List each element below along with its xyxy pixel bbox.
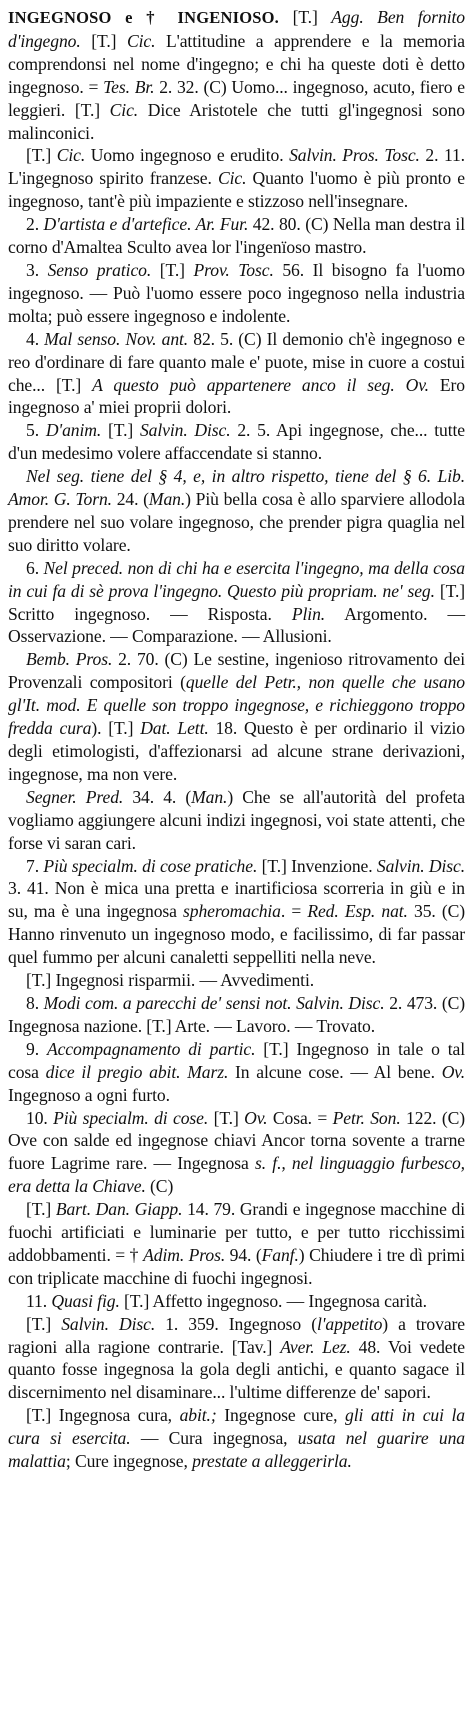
body-text: ) Chiudere i tre dì primi con triplicate macchine di fuochi ingegnosi. bbox=[8, 1244, 465, 1288]
citation-text: Quasi fig. bbox=[51, 1290, 120, 1311]
citation-text: Salvin. Disc. bbox=[61, 1313, 156, 1334]
entry-sense-paragraph bbox=[8, 648, 465, 785]
entry-sense-paragraph bbox=[8, 1290, 465, 1313]
citation-text: Salvin. Disc. bbox=[139, 420, 231, 441]
body-text: 1. 359. Ingegnoso ( bbox=[155, 1313, 317, 1334]
body-text: Argomento. — Osservazione. — Comparazione. — Allusioni. bbox=[8, 603, 465, 647]
body-text: . = bbox=[280, 901, 308, 922]
entry-sense-paragraph bbox=[8, 992, 465, 1038]
citation-text: gli atti in cui la cura si esercita. bbox=[8, 1405, 465, 1449]
citation-text: Tes. Br. bbox=[103, 76, 155, 97]
citation-text: Nel preced. non di chi ha e esercita l'ingegno, ma della cosa in cui fa di sè prova l'ingegno. Questo più propriam. ne' seg. bbox=[8, 557, 465, 601]
body-text: 94. ( bbox=[225, 1244, 262, 1265]
citation-text: Modi com. a parecchi de' sensi not. Salvin. Disc. bbox=[43, 992, 385, 1013]
body-text: 3. 41. Non è mica una pretta e inartificiosa scorreria in giù e in su, ma è una ingegnosa bbox=[8, 878, 465, 922]
body-text: 82. 5. (C) Il demonio ch'è ingegnoso e reo d'ordinare di fare quanto male e' puote, mise in cuore a costui che... [T.] bbox=[8, 328, 466, 395]
body-text: 35. (C) Hanno rinvenuto un ingegnoso modo, e facilissimo, di far passar quel fummo per alcuni canaletti seppelliti nella neve. bbox=[8, 901, 466, 968]
entry-definition-paragraph bbox=[8, 6, 465, 144]
body-text: ) Più bella cosa è allo sparviere allodola prendere nel suo volare ingegnoso, che prender pigra quaglia nel suo diritto volare. bbox=[8, 489, 465, 555]
citation-text: Accompagnamento di partic. bbox=[46, 1038, 256, 1059]
body-text: [T.] Invenzione. bbox=[257, 855, 377, 876]
body-text: Ero ingegnoso a' miei proprii dolori. bbox=[8, 374, 465, 418]
body-text: [T.] bbox=[26, 1313, 62, 1334]
citation-text: Cic. bbox=[126, 30, 156, 51]
citation-text: Bart. Dan. Giapp. bbox=[55, 1199, 183, 1220]
citation-text: Man. bbox=[191, 786, 228, 807]
citation-text: Ov. bbox=[441, 1061, 465, 1082]
citation-text: Plin. bbox=[291, 603, 326, 624]
entry-sense-paragraph bbox=[8, 259, 465, 328]
citation-text: l'appetito bbox=[316, 1313, 383, 1334]
citation-text: usata nel guarire una malattia bbox=[8, 1428, 465, 1472]
body-text: ). [T.] bbox=[91, 718, 141, 739]
entry-sense-paragraph bbox=[8, 419, 465, 465]
body-text: Dice Aristotele che tutti gl'ingegnosi sono malinconici. bbox=[8, 99, 465, 143]
body-text: 2. 11. L'ingegnoso spirito franzese. bbox=[8, 145, 465, 189]
body-text: [T.] Ingegnoso in tale o tal cosa bbox=[8, 1038, 466, 1082]
body-text: 24. ( bbox=[111, 489, 149, 510]
citation-text: Cic. bbox=[109, 99, 139, 120]
citation-text: Bemb. Pros. bbox=[26, 649, 113, 670]
body-text: [T.] bbox=[279, 7, 332, 27]
citation-text: Mal senso. Nov. ant. bbox=[44, 328, 189, 349]
citation-text: Agg. Ben fornito d'ingegno. bbox=[8, 7, 465, 51]
citation-text: Red. Esp. nat. bbox=[307, 901, 408, 922]
dictionary-entry-ingegnoso bbox=[8, 6, 465, 1473]
body-text: [T.] bbox=[151, 259, 194, 280]
body-text: 8. bbox=[26, 992, 44, 1013]
citation-text: D'anim. bbox=[45, 420, 102, 441]
body-text: [T.] bbox=[26, 1199, 56, 1220]
entry-sense-paragraph bbox=[8, 1313, 465, 1405]
body-text: [T.] Ingegnosi risparmii. — Avvedimenti. bbox=[26, 970, 315, 991]
citation-text: Ov. bbox=[244, 1107, 268, 1128]
body-text: Ingegnoso a ogni furto. bbox=[8, 1084, 170, 1105]
headword: INGEGNOSO e † INGENIOSO. bbox=[8, 8, 280, 27]
citation-text: Dat. Lett. bbox=[140, 718, 209, 739]
entry-sense-paragraph bbox=[8, 557, 465, 649]
citation-text: prestate a alleggerirla. bbox=[192, 1451, 352, 1472]
body-text: 14. 79. Grandi e ingegnose macchine di fuochi artificiati e luminarie per tutto, e per tutto ricchissimi addobbamenti. = † bbox=[8, 1199, 465, 1265]
citation-text: Salvin. Pros. Tosc. bbox=[289, 145, 420, 166]
entry-sense-paragraph bbox=[8, 969, 465, 992]
body-text: 10. bbox=[26, 1107, 54, 1128]
entry-sense-paragraph bbox=[8, 1038, 465, 1107]
body-text: 7. bbox=[26, 855, 44, 876]
body-text: 122. (C) Ove con salde ed ingegnose chiavi Ancor torna sovente a trarne fuore Lagrime rare. — Ingegnosa bbox=[8, 1107, 465, 1174]
entry-sense-paragraph bbox=[8, 1198, 465, 1290]
body-text: 2. 5. Api ingegnose, che... tutte d'un medesimo volere affaccendate si stanno. bbox=[8, 420, 465, 464]
citation-text: Man. bbox=[148, 489, 186, 510]
citation-text: Più specialm. di cose pratiche. bbox=[43, 855, 258, 876]
body-text: 2. 32. (C) Uomo... ingegnoso, acuto, fiero e leggieri. [T.] bbox=[8, 76, 465, 120]
citation-text: Petr. Son. bbox=[332, 1107, 401, 1128]
body-text: [T.] Ingegnosa cura, bbox=[26, 1405, 180, 1426]
citation-text: Cic. bbox=[56, 145, 86, 166]
entry-sense-paragraph bbox=[8, 1107, 465, 1199]
citation-text: quelle del Petr., non quelle che usano gl'It. mod. E quelle son troppo ingegnose, e richieggono troppo fredda cura bbox=[8, 672, 465, 739]
body-text: — Cura ingegnosa, bbox=[130, 1428, 298, 1449]
citation-text: dice il pregio abit. Marz. bbox=[45, 1061, 229, 1082]
body-text: 2. 70. (C) Le sestine, ingenioso ritrovamento dei Provenzali compositori ( bbox=[8, 649, 465, 693]
citation-text: spheromachia bbox=[183, 901, 281, 922]
body-text: (C) bbox=[145, 1176, 174, 1197]
body-text: 11. bbox=[26, 1290, 52, 1311]
citation-text: D'artista e d'artefice. Ar. Fur. bbox=[43, 214, 249, 235]
body-text: Cosa. = bbox=[267, 1107, 333, 1128]
body-text: 2. bbox=[26, 214, 44, 235]
citation-text: Senso pratico. bbox=[47, 259, 152, 280]
body-text: 4. bbox=[26, 328, 45, 349]
body-text: 2. 473. (C) Ingegnosa nazione. [T.] Arte. — Lavoro. — Trovato. bbox=[8, 992, 465, 1036]
entry-sense-paragraph bbox=[8, 855, 465, 970]
citation-text: Cic. bbox=[217, 168, 247, 189]
body-text: 18. Questo è per ordinario il vizio degli etimologisti, d'affezionarsi ad alcune strane derivazioni, ingegnose, ma non vere. bbox=[8, 718, 465, 784]
citation-text: abit.; bbox=[179, 1405, 225, 1426]
entry-sense-paragraph bbox=[8, 213, 465, 259]
body-text: [T.] bbox=[26, 145, 57, 166]
body-text: 6. bbox=[26, 557, 44, 578]
citation-text: Segner. Pred. bbox=[26, 786, 124, 807]
entry-sense-paragraph bbox=[8, 1404, 465, 1473]
body-text: 3. bbox=[26, 259, 48, 280]
body-text: Uomo ingegnoso e erudito. bbox=[85, 145, 290, 166]
citation-text: Salvin. Disc. bbox=[376, 855, 466, 876]
body-text: 5. bbox=[26, 420, 46, 441]
body-text: L'attitudine a apprendere e la memoria comprendonsi nel nome d'ingegno; e chi ha queste doti è detto ingegnoso. = bbox=[8, 30, 465, 97]
citation-text: A questo può appartenere anco il seg. Ov. bbox=[92, 374, 429, 395]
body-text: ; Cure ingegnose, bbox=[65, 1451, 193, 1472]
body-text: [T.] bbox=[80, 30, 127, 51]
citation-text: Più specialm. di cose. bbox=[53, 1107, 209, 1128]
body-text: 56. Il bisogno fa l'uomo ingegnoso. — Può l'uomo essere poco ingegnoso nella industria molta; può essere ingegnoso e indolente. bbox=[8, 259, 465, 326]
entry-sense-paragraph bbox=[8, 144, 465, 213]
citation-text: Nel seg. tiene del § 4, e, in altro rispetto, tiene del § 6. Lib. Amor. G. Torn. bbox=[8, 466, 465, 510]
body-text: Ingegnose cure, bbox=[224, 1405, 346, 1426]
body-text: 9. bbox=[26, 1038, 47, 1059]
body-text: [T.] bbox=[208, 1107, 245, 1128]
citation-text: Prov. Tosc. bbox=[193, 259, 274, 280]
body-text: [T.] Scritto ingegnoso. — Risposta. bbox=[8, 580, 465, 624]
entry-sense-paragraph bbox=[8, 328, 465, 420]
body-text: [T.] bbox=[101, 420, 140, 441]
body-text: 48. Voi vedete quanto fosse ingegnosa la gola degli antichi, e quanto sagace il discernimento nel disaminare... l'ultime differenze de' sapori. bbox=[8, 1336, 465, 1403]
citation-text: Fanf. bbox=[261, 1244, 299, 1265]
body-text: ) Che se all'autorità del profeta vogliamo aggiungere alcuni indizi ingegnosi, voi state attenti, che forse vi saran cari. bbox=[8, 786, 465, 853]
body-text: ) a trovare ragioni alla ragione contrarie. [Tav.] bbox=[8, 1313, 466, 1357]
entry-sense-paragraph bbox=[8, 465, 465, 557]
body-text: 42. 80. (C) Nella man destra il corno d'Amaltea Sculto avea lor l'ingenïoso mastro. bbox=[8, 214, 465, 258]
body-text: In alcune cose. — Al bene. bbox=[228, 1061, 442, 1082]
entry-sense-paragraph bbox=[8, 786, 465, 855]
body-text: 34. 4. ( bbox=[123, 786, 192, 807]
citation-text: Adim. Pros. bbox=[143, 1244, 226, 1265]
body-text: Quanto l'uomo è più pronto e ingegnoso, tant'è più impaziente e stizzoso nell'insegnare. bbox=[8, 168, 465, 212]
citation-text: Aver. Lez. bbox=[280, 1336, 351, 1357]
citation-text: s. f., nel linguaggio furbesco, era detta la Chiave. bbox=[8, 1153, 465, 1197]
body-text: [T.] Affetto ingegnoso. — Ingegnosa carità. bbox=[119, 1290, 427, 1311]
